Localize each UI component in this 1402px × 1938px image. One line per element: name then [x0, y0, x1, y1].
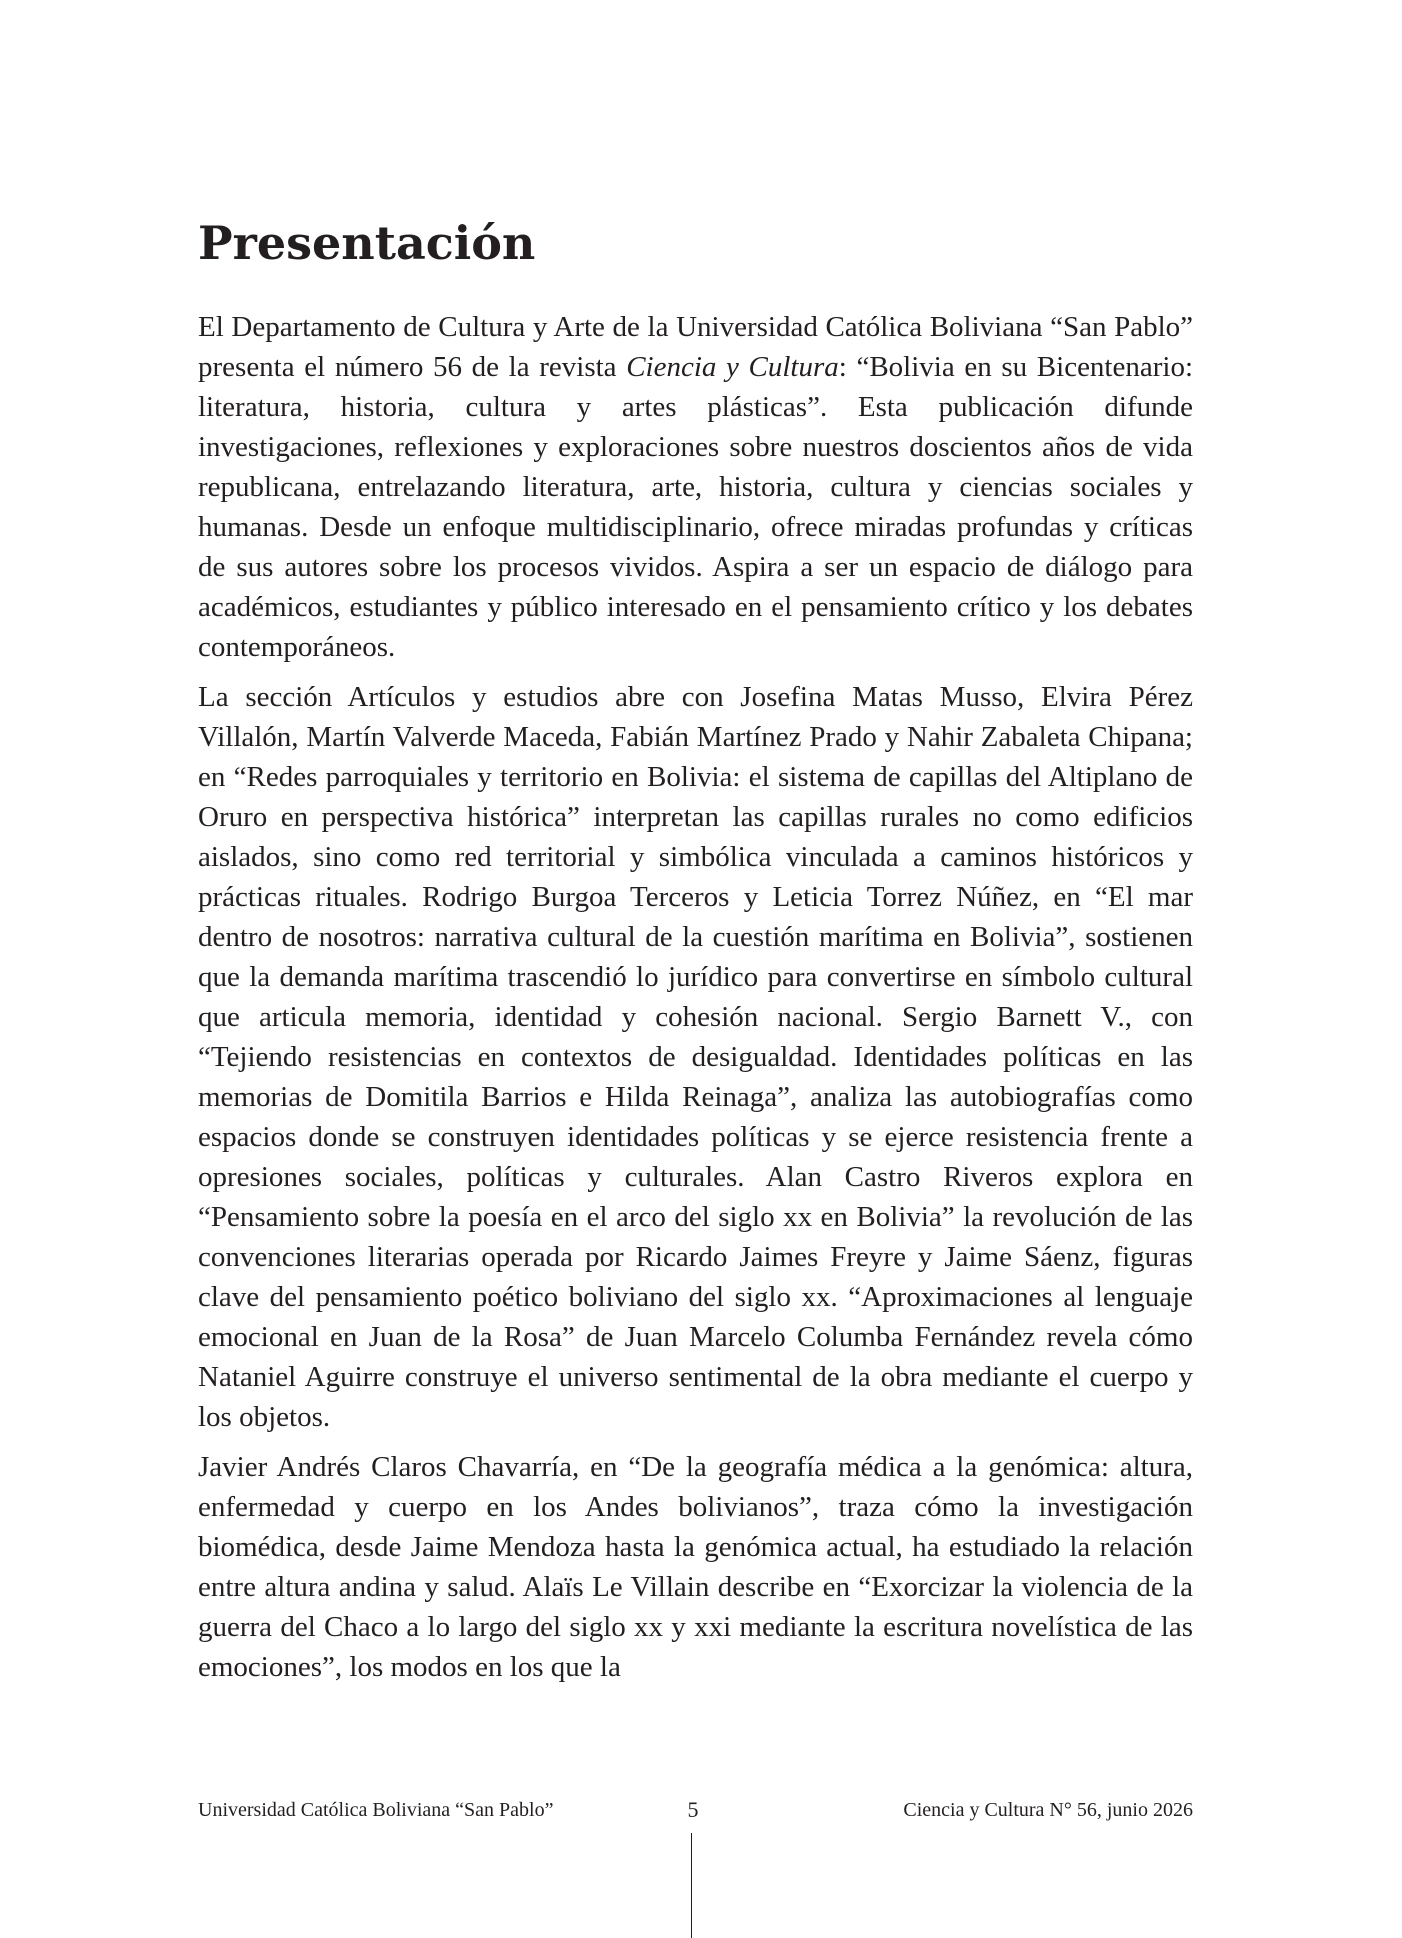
text-run: El Departamento de Cultura y Arte de la Universidad Católica Boliviana “San Pablo” presenta el número 56 de la revista — [198, 311, 1193, 383]
paragraph-2 — [198, 677, 1193, 1437]
footer-institution: Universidad Católica Boliviana “San Pablo” — [198, 1799, 554, 1821]
text-run: La sección Artículos y estudios abre con Josefina Matas Musso, Elvira Pérez Villalón, Martín Valverde Maceda, Fabián Martínez Prado y Nahir Zabaleta Chipana; en “Redes parroquiales y territorio en Bolivia: el sistema de capillas del Altiplano de Oruro en perspectiva histórica” interpretan las capillas rurales no como edificios aislados, sino como red territorial y simbólica vinculada a caminos históricos y prácticas rituales. Rodrigo Burgoa Terceros y Leticia Torrez Núñez, en “El mar dentro de nosotros: narrativa cultural de la cuestión marítima en Bolivia”, sostienen que la demanda marítima trascendió lo jurídico para convertirse en símbolo cultural que articula memoria, identidad y cohesión nacional. Sergio Barnett V., con “Tejiendo resistencias en contextos de desigualdad. Identidades políticas en las memorias de Domitila Barrios e Hilda Reinaga”, analiza las autobiografías como espacios donde se construyen identidades políticas y se ejerce resistencia frente a opresiones sociales, políticas y culturales. Alan Castro Riveros explora en “Pensamiento sobre la poesía en el arco del siglo xx en Bolivia” la revolución de las convenciones literarias operada por Ricardo Jaimes Freyre y Jaime Sáenz, figuras clave del pensamiento poético boliviano del siglo xx. “Aproximaciones al lenguaje emocional en Juan de la Rosa” de Juan Marcelo Columba Fernández revela cómo Nataniel Aguirre construye el universo sentimental de la obra mediante el cuerpo y los objetos. — [198, 681, 1193, 1433]
page-title: Presentación — [198, 216, 536, 270]
text-run: Javier Andrés Claros Chavarría, en “De la geografía médica a la genómica: altura, enfermedad y cuerpo en los Andes bolivianos”, traza cómo la investigación biomédica, desde Jaime Mendoza hasta la genómica actual, ha estudiado la relación entre altura andina y salud. Alaïs Le Villain describe en “Exorcizar la violencia de la guerra del Chaco a lo largo del siglo xx y xxi mediante la escritura novelística de las emociones”, los modos en los que la — [198, 1451, 1193, 1683]
page-number: 5 — [687, 1797, 699, 1822]
paragraph-3 — [198, 1447, 1193, 1687]
journal-title: Ciencia y Cultura — [626, 351, 839, 383]
paragraph-1 — [198, 307, 1193, 667]
footer-journal: Ciencia y Cultura N° 56, junio 2026 — [903, 1799, 1193, 1821]
text-run: : “Bolivia en su Bicentenario: literatura, historia, cultura y artes plásticas”. Esta publicación difunde investigaciones, reflexiones y exploraciones sobre nuestros doscientos años de vida republicana, entrelazando literatura, arte, historia, cultura y ciencias sociales y humanas. Desde un enfoque multidisciplinario, ofrece miradas profundas y críticas de sus autores sobre los procesos vividos. Aspira a ser un espacio de diálogo para académicos, estudiantes y público interesado en el pensamiento crítico y los debates contemporáneos. — [198, 351, 1194, 663]
body-text — [198, 307, 1193, 1697]
footer-divider — [691, 1833, 692, 1938]
